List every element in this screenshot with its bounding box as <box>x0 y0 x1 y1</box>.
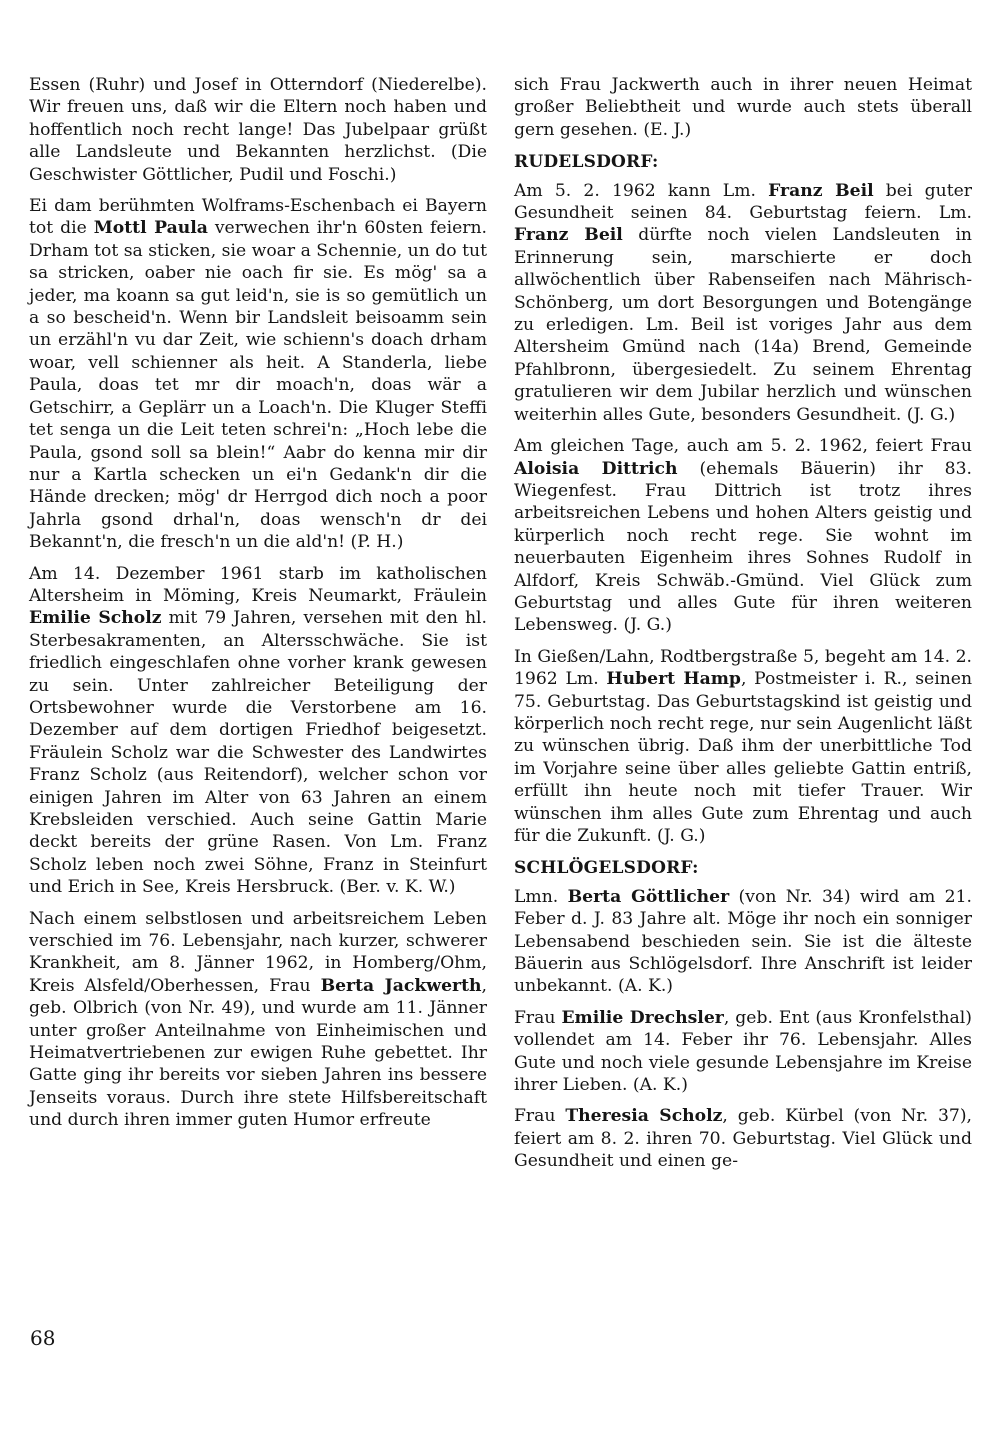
article-paragraph: Essen (Ruhr) und Josef in Otterndorf (Niederelbe). Wir freuen uns, daß wir die Eltern noch haben und hoffentlich noch recht lange! Das Jubelpaar grüßt alle Landsleute und Bekannten herzlichst. (Die Geschwister Göttlicher, Pudil und Foschi.) <box>29 75 487 185</box>
article-paragraph: Nach einem selbstlosen und arbeitsreichem Leben verschied im 76. Lebensjahr, nach kurzer, schwerer Krankheit, am 8. Jänner 1962, in Homberg/Ohm, Kreis Alsfeld/Oberhessen, Frau Berta Jackwerth, geb. Olbrich (von Nr. 49), und wurde am 11. Jänner unter großer Anteilnahme von Einheimischen und Heimatvertriebenen zur ewigen Ruhe gebettet. Ihr Gatte ging ihr bereits vor sieben Jahren ins bessere Jenseits voraus. Durch ihre stete Hilfsbereitschaft und durch ihren immer guten Humor erfreute <box>29 908 487 1131</box>
article-paragraph: sich Frau Jackwerth auch in ihrer neuen Heimat großer Beliebtheit und wurde auch stets überall gern gesehen. (E. J.) <box>514 75 972 140</box>
person-name: Berta Jackwerth <box>320 975 482 996</box>
left-column <box>29 74 487 1132</box>
article-paragraph: Lmn. Berta Göttlicher (von Nr. 34) wird am 21. Feber d. J. 83 Jahre alt. Möge ihr noch ein sonniger Lebensabend beschieden sein. Sie ist die älteste Bäuerin aus Schlögelsdorf. Ihre Anschrift ist leider unbekannt. (A. K.) <box>514 886 973 997</box>
person-name: Franz Beil <box>514 225 623 246</box>
person-name: Aloisia Dittrich <box>514 458 678 479</box>
page-number: 68 <box>30 1326 56 1350</box>
article-paragraph: Frau Theresia Scholz, geb. Kürbel (von Nr. 37), feiert am 8. 2. ihren 70. Geburtstag. Viel Glück und Gesundheit und einen ge- <box>514 1106 973 1172</box>
person-name: Hubert Hamp <box>606 669 741 690</box>
article-paragraph: Am gleichen Tage, auch am 5. 2. 1962, feiert Frau Aloisia Dittrich (ehemals Bäuerin) ihr 83. Wiegenfest. Frau Dittrich ist trotz ihres arbeitsreichen Lebens und hohen Alters geistig und kürperlich noch recht rege. Sie wohnt im neuerbauten Eigenheim ihres Sohnes Rudolf in Alfdorf, Kreis Schwäb.-Gmünd. Viel Glück zum Geburtstag und alles Gute für ihren weiteren Lebensweg. (J. G.) <box>514 436 973 636</box>
section-heading: RUDELSDORF: <box>514 152 659 173</box>
right-column <box>514 74 972 1173</box>
section-heading: SCHLÖGELSDORF: <box>514 858 699 879</box>
section-schloegelsdorf <box>514 857 972 1172</box>
person-name: Emilie Drechsler <box>561 1007 724 1028</box>
article-paragraph: Am 5. 2. 1962 kann Lm. Franz Beil bei guter Gesundheit seinen 84. Geburtstag feiern. Lm. Franz Beil dürfte noch vielen Landsleuten in Erinnerung sein, marschierte er doch allwöchentlich über Rabenseifen nach Mährisch-Schönberg, um dort Besorgungen und Botengänge zu erledigen. Lm. Beil ist voriges Jahr aus dem Altersheim Gmünd nach (14a) Brend, Gemeinde Pfahlbronn, übergesiedelt. Zu seinem Ehrentag gratulieren wir dem Jubilar herzlich und wünschen weiterhin alles Gute, besonders Gesundheit. (J. G.) <box>514 180 973 425</box>
section-rudelsdorf <box>514 151 972 847</box>
person-name: Mottl Paula <box>93 218 208 239</box>
person-name: Franz Beil <box>768 180 874 201</box>
article-paragraph: Am 14. Dezember 1961 starb im katholischen Altersheim in Möming, Kreis Neumarkt, Fräulein Emilie Scholz mit 79 Jahren, versehen mit den hl. Sterbesakramenten, an Altersschwäche. Sie ist friedlich eingeschlafen ohne vorher krank gewesen zu sein. Unter zahlreicher Beteiligung der Ortsbewohner wurde die Verstorbene am 16. Dezember auf dem dortigen Friedhof beigesetzt. Fräulein Scholz war die Schwester des Landwirtes Franz Scholz (aus Reitendorf), welcher schon vor einigen Jahren im Alter von 63 Jahren an einem Krebsleiden verschied. Auch seine Gattin Marie deckt bereits der grüne Rasen. Von Lm. Franz Scholz leben noch zwei Söhne, Franz in Steinfurt und Erich in See, Kreis Hersbruck. (Ber. v. K. W.) <box>29 563 487 898</box>
article-paragraph: Frau Emilie Drechsler, geb. Ent (aus Kronfelsthal) vollendet am 14. Feber ihr 76. Lebensjahr. Alles Gute und noch viele gesunde Lebensjahre im Kreise ihrer Lieben. (A. K.) <box>514 1007 972 1096</box>
person-name: Emilie Scholz <box>29 608 162 629</box>
article-paragraph: In Gießen/Lahn, Rodtbergstraße 5, begeht am 14. 2. 1962 Lm. Hubert Hamp, Postmeister i. R., seinen 75. Geburtstag. Das Geburtstagskind ist geistig und körperlich noch recht rege, nur sein Augenlicht läßt zu wünschen übrig. Daß ihm der unerbittliche Tod im Vorjahre seine über alles geliebte Gattin entriß, erfüllt ihn heute noch mit tiefer Trauer. Wir wünschen ihm alles Gute zum Ehrentag und auch für die Zukunft. (J. G.) <box>514 646 973 846</box>
article-paragraph: Ei dam berühmten Wolframs-Eschenbach ei Bayern tot die Mottl Paula verwechen ihr'n 60sten feiern. Drham tot sa sticken, sie woar a Schennie, un do tut sa stricken, oaber nie oach fir sie. Es mög' sa a jeder, ma koann sa gut leid'n, sie is so gemütlich un a so bescheid'n. Wenn bir Landsleit beisoamm sein un erzähl'n vu dar Zeit, wie schienn's doach drham woar, vell schienner als heit. A Standerla, liebe Paula, doas tet mr dir moach'n, doas wär a Getschirr, a Geplärr un a Loach'n. Die Kluger Steffi tet senga un die Leit teten schrei'n: „Hoch lebe die Paula, gsond soll sa blein!“ Aabr do kenna mir dir nur a Kartla schecken un ei'n Gedank'n dir die Hände drecken; mög' dr Herrgod dich noch a poor Jahrla gsond drhal'n, doas wensch'n dr dei Bekannt'n, die fresch'n un die ald'n! (P. H.) <box>29 196 487 553</box>
person-name: Berta Göttlicher <box>567 886 730 907</box>
person-name: Theresia Scholz <box>565 1106 723 1127</box>
